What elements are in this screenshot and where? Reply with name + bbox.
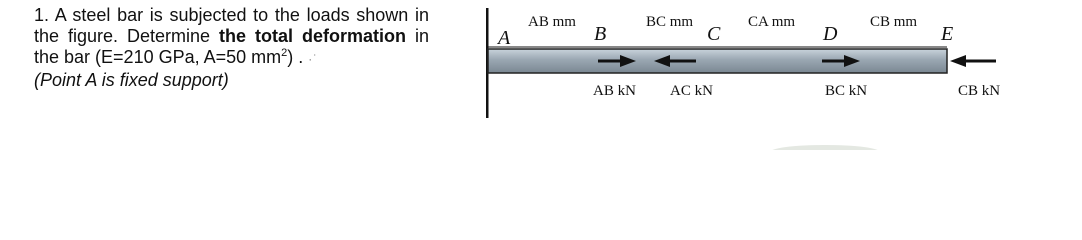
support-note: (Point A is fixed support) <box>34 70 229 90</box>
problem-text-part-1: A steel bar is subjected to the loads shown in the figure. Determine <box>34 5 429 46</box>
length-bc-label: BC mm <box>646 14 694 30</box>
problem-emphasis: the total deformation <box>219 26 406 46</box>
problem-text <box>34 5 429 70</box>
scan-smudge: ·˙ <box>308 52 319 66</box>
load-ab-label: AB kN <box>593 83 636 99</box>
point-b-label: B <box>594 23 607 45</box>
arrow-left-e <box>950 55 996 67</box>
load-cb-label: CB kN <box>958 83 1001 99</box>
load-ac-label: AC kN <box>670 83 713 99</box>
load-bc-label: BC kN <box>825 83 868 99</box>
scan-artifact <box>770 145 880 150</box>
bar-diagram <box>480 0 1080 150</box>
length-ca-label: CA mm <box>748 14 796 30</box>
problem-statement <box>34 5 429 91</box>
problem-text-part-2: in the bar (E=210 GPa, A=50 mm <box>34 26 429 67</box>
steel-bar <box>488 49 947 73</box>
area-unit-exponent: 2 <box>281 47 288 59</box>
point-a-label: A <box>498 27 511 49</box>
problem-text-part-3: ) . <box>287 47 304 67</box>
bar-figure <box>480 0 1080 150</box>
point-c-label: C <box>707 23 721 45</box>
length-cb-label: CB mm <box>870 14 918 30</box>
point-d-label: D <box>823 23 838 45</box>
point-e-label: E <box>941 23 954 45</box>
problem-number: 1. <box>34 5 50 25</box>
length-ab-label: AB mm <box>528 14 576 30</box>
